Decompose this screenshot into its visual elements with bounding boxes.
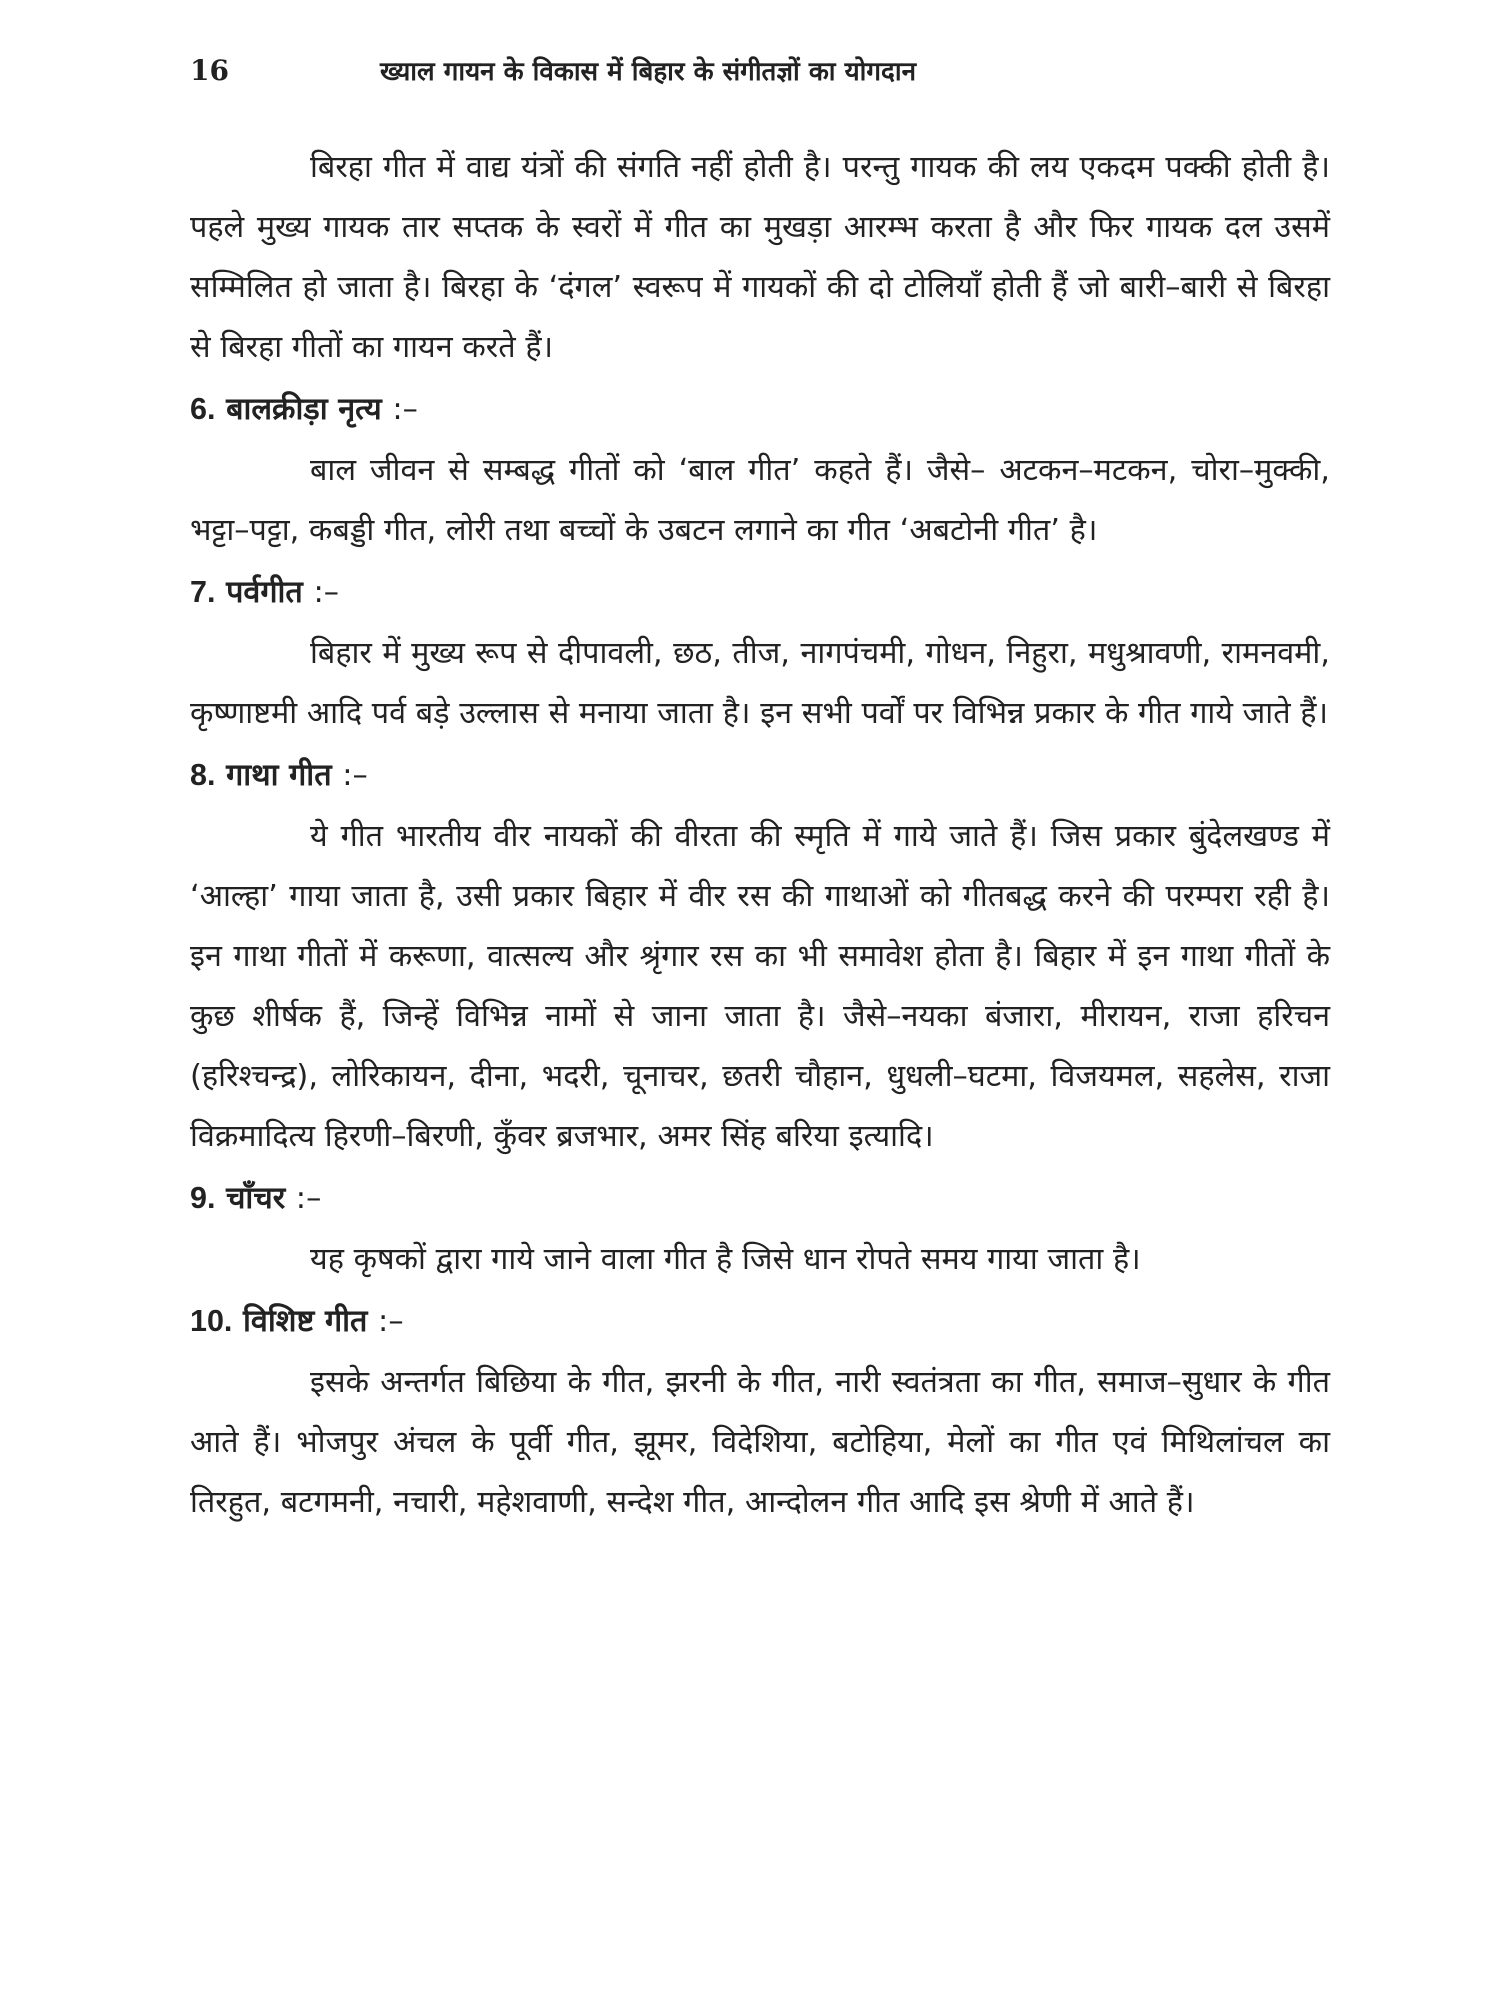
section-body: यह कृषकों द्वारा गाये जाने वाला गीत है जिसे धान रोपते समय गाया जाता है। <box>310 1242 1141 1277</box>
section-separator: :– <box>313 575 339 610</box>
section-title: चाँचर <box>226 1181 286 1216</box>
section-title: विशिष्ट गीत <box>243 1304 368 1339</box>
section-separator: :– <box>342 758 368 793</box>
section-heading <box>190 378 1330 441</box>
section-number: 10. <box>190 1304 233 1338</box>
section-title: पर्वगीत <box>226 575 303 610</box>
section-separator: :– <box>295 1181 322 1216</box>
section-number: 7. <box>190 575 216 609</box>
section-body: ये गीत भारतीय वीर नायकों की वीरता की स्मृति में गाये जाते हैं। जिस प्रकार बुंदेलखण्ड में ‘आल्हा’ गाया जाता है, उसी प्रकार बिहार में वीर रस की गाथाओं को गीतबद्ध करने की परम्परा रही है। इन गाथा गीतों में करूणा, वात्सल्य और श्रृंगार रस का भी समावेश होता है। बिहार में इन गाथा गीतों के कुछ शीर्षक हैं, जिन्हें विभिन्न नामों से जाना जाता है। जैसे–नयका बंजारा, मीरायन, राजा हरिचन (हरिश्चन्द्र), लोरिकायन, दीना, भदरी, चूनाचर, छतरी चौहान, धुधली–घटमा, विजयमल, सहलेस, राजा विक्रमादित्य हिरणी–बिरणी, कुँवर ब्रजभार, अमर सिंह बरिया इत्यादि। <box>190 819 1330 1154</box>
section-heading <box>190 744 1330 807</box>
section-body: बाल जीवन से सम्बद्ध गीतों को ‘बाल गीत’ कहते हैं। जैसे– अटकन–मटकन, चोरा–मुक्की, भट्टा–पट्टा, कबड्डी गीत, लोरी तथा बच्चों के उबटन लगाने का गीत ‘अबटोनी गीत’ है। <box>190 453 1330 548</box>
section-heading <box>190 1290 1330 1353</box>
section-body: इसके अन्तर्गत बिछिया के गीत, झरनी के गीत, नारी स्वतंत्रता का गीत, समाज–सुधार के गीत आते हैं। भोजपुर अंचल के पूर्वी गीत, झूमर, विदेशिया, बटोहिया, मेलों का गीत एवं मिथिलांचल का तिरहुत, बटगमनी, नचारी, महेशवाणी, सन्देश गीत, आन्दोलन गीत आदि इस श्रेणी में आते हैं। <box>190 1365 1330 1520</box>
section-separator: :– <box>392 392 418 427</box>
section-title: गाथा गीत <box>226 758 332 793</box>
section-number: 9. <box>190 1181 216 1215</box>
running-title: ख्याल गायन के विकास में बिहार के संगीतज्ञों का योगदान <box>380 57 916 87</box>
page-header <box>190 48 1330 98</box>
intro-paragraph: बिरहा गीत में वाद्य यंत्रों की संगति नहीं होती है। परन्तु गायक की लय एकदम पक्की होती है। पहले मुख्य गायक तार सप्तक के स्वरों में गीत का मुखड़ा आरम्भ करता है और फिर गायक दल उसमें सम्मिलित हो जाता है। बिरहा के ‘दंगल’ स्वरूप में गायकों की दो टोलियाँ होती हैं जो बारी–बारी से बिरहा से बिरहा गीतों का गायन करते हैं। <box>190 150 1330 365</box>
section-number: 8. <box>190 758 216 792</box>
document-page <box>190 48 1330 1978</box>
section-separator: :– <box>378 1304 404 1339</box>
section-heading <box>190 1167 1330 1230</box>
page-number: 16 <box>190 54 229 87</box>
section-heading <box>190 561 1330 624</box>
section-number: 6. <box>190 392 216 426</box>
section-title: बालक्रीड़ा नृत्य <box>226 392 382 427</box>
section-body: बिहार में मुख्य रूप से दीपावली, छठ, तीज, नागपंचमी, गोधन, निहुरा, मधुश्रावणी, रामनवमी, कृष्णाष्टमी आदि पर्व बड़े उल्लास से मनाया जाता है। इन सभी पर्वों पर विभिन्न प्रकार के गीत गाये जाते हैं। <box>190 636 1330 731</box>
